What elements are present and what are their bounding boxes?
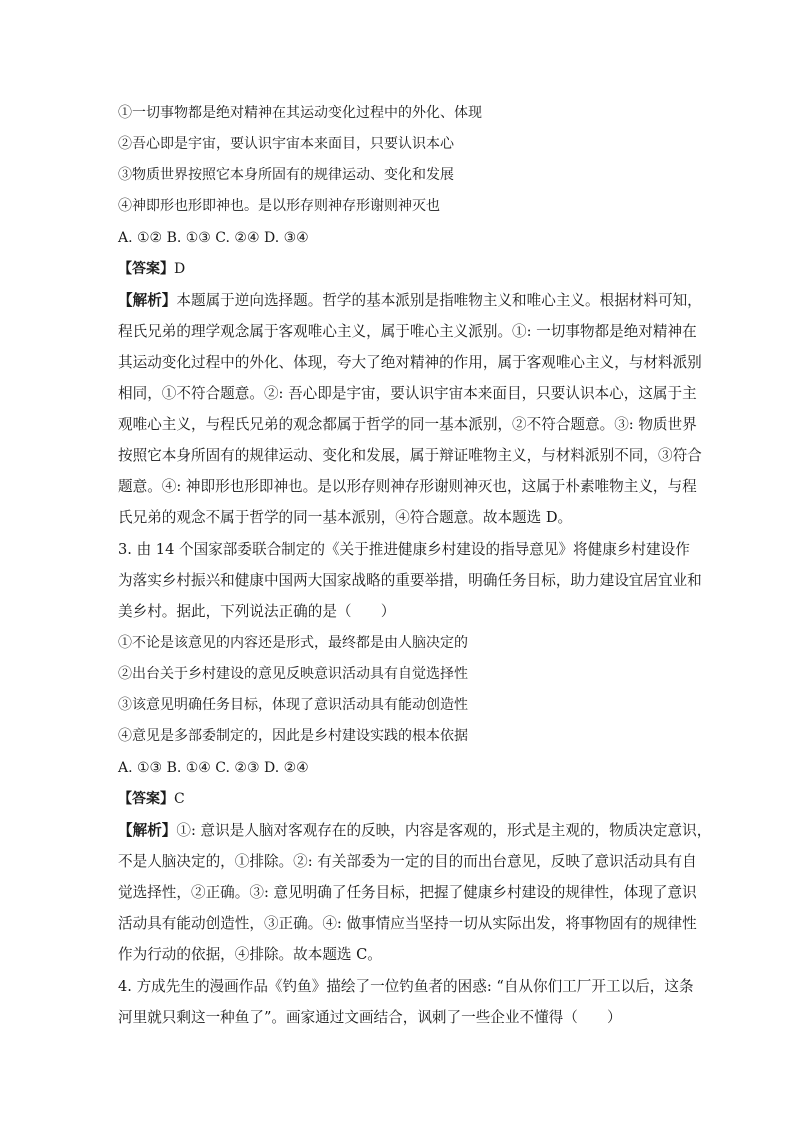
q3-option-3: ③该意见明确任务目标，体现了意识活动具有能动创造性: [118, 697, 468, 713]
q3-analysis-line: 作为行动的依据，④排除。故本题选 C。: [118, 946, 382, 963]
q3-option-2: ②出台关于乡村建设的意见反映意识活动具有自觉选择性: [118, 666, 468, 682]
q2-analysis-line: 相同，①不符合题意。②: 吾心即是宇宙，要认识宇宙本来面目，只要认识本心，这属于主: [118, 385, 697, 402]
q2-analysis-line: 题意。④: 神即形也形即神也。是以形存则神存形谢则神灭也，这属于朴素唯物主义，与程: [118, 478, 697, 495]
q2-choices: A. ①② B. ①③ C. ②④ D. ③④: [118, 230, 309, 246]
q3-stem-line: 为落实乡村振兴和健康中国两大国家战略的重要举措，明确任务目标，助力建设宜居宜业和: [118, 572, 702, 589]
q3-stem-line: 3. 由 14 个国家部委联合制定的《关于推进健康乡村建设的指导意见》将健康乡村建设作: [118, 541, 690, 558]
q3-analysis-line: 活动具有能动创造性，③正确。④: 做事情应当坚持一切从实际出发，将事物固有的规律性: [118, 915, 697, 932]
q2-answer: [118, 259, 185, 279]
q2-analysis-line: 程氏兄弟的理学观念属于客观唯心主义，属于唯心主义派别。①: 一切事物都是绝对精神在: [118, 323, 697, 340]
q3-analysis-label: 【解析】: [118, 822, 177, 839]
q3-analysis-line: ①: 意识是人脑对客观存在的反映，内容是客观的，形式是主观的，物质决定意识，: [176, 822, 712, 839]
q2-option-1: ①一切事物都是绝对精神在其运动变化过程中的外化、体现: [118, 105, 482, 121]
q3-analysis: [118, 815, 712, 970]
q3-stem-line: 美乡村。据此，下列说法正确的是（ ）: [118, 603, 396, 620]
q3-option-1: ①不论是该意见的内容还是形式，最终都是由人脑决定的: [118, 635, 468, 651]
q3-analysis-line: 不是人脑决定的，①排除。②: 有关部委为一定的目的而出台意见，反映了意识活动具有自: [118, 853, 697, 870]
q2-analysis-line: 氏兄弟的观念不属于哲学的同一基本派别，④符合题意。故本题选 D。: [118, 509, 573, 526]
q3-option-4: ④意见是多部委制定的，因此是乡村建设实践的根本依据: [118, 728, 468, 744]
q3-choices: A. ①③ B. ①④ C. ②③ D. ②④: [118, 760, 309, 776]
q3-answer-label: 【答案】: [118, 791, 174, 807]
q3-answer: [118, 789, 185, 809]
q2-analysis-label: 【解析】: [118, 292, 177, 309]
q2-option-2: ②吾心即是宇宙，要认识宇宙本来面目，只要认识本心: [118, 136, 454, 152]
q2-analysis-line: 其运动变化过程中的外化、体现，夸大了绝对精神的作用，属于客观唯心主义，与材料派别: [118, 354, 702, 371]
q2-option-3: ③物质世界按照它本身所固有的规律运动、变化和发展: [118, 167, 454, 183]
q2-analysis-line: 按照它本身所固有的规律运动、变化和发展，属于辩证唯物主义，与材料派别不同，③符合: [118, 447, 702, 464]
q3-stem: [118, 534, 702, 627]
q2-option-4: ④神即形也形即神也。是以形存则神存形谢则神灭也: [118, 198, 440, 214]
q4-stem-line: 4. 方成先生的漫画作品《钓鱼》描绘了一位钓鱼者的困惑: “自从你们工厂开工以后，这条: [118, 978, 694, 995]
q3-answer-value: C: [174, 791, 185, 807]
q2-analysis-line: 观唯心主义，与程氏兄弟的观念都属于哲学的同一基本派别，②不符合题意。③: 物质世界: [118, 416, 697, 433]
q4-stem: [118, 971, 694, 1033]
q2-analysis-line: 本题属于逆向选择题。哲学的基本派别是指唯物主义和唯心主义。根据材料可知，: [176, 292, 702, 309]
q4-stem-line: 河里就只剩这一种鱼了”。画家通过文画结合，讽刺了一些企业不懂得（ ）: [118, 1009, 622, 1026]
q2-answer-label: 【答案】: [118, 261, 174, 277]
q2-analysis: [118, 285, 702, 533]
q3-analysis-line: 觉选择性，②正确。③: 意见明确了任务目标，把握了健康乡村建设的规律性，体现了意识: [118, 884, 697, 901]
q2-answer-value: D: [174, 261, 186, 277]
